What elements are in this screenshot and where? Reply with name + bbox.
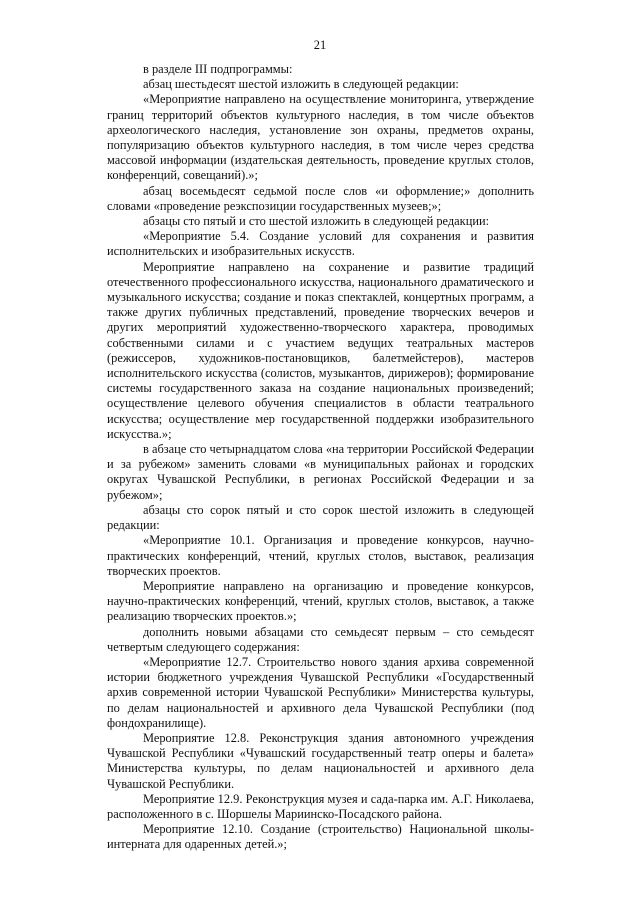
- paragraph: абзацы сто сорок пятый и сто сорок шестой изложить в следующей редакции:: [107, 502, 534, 533]
- document-body: [107, 62, 534, 853]
- paragraph: «Мероприятие 10.1. Организация и проведение конкурсов, научно-практических конференций, чтений, круглых столов, выставок, реализация творческих проектов.: [107, 533, 534, 578]
- paragraph: в разделе III подпрограммы:: [143, 62, 293, 76]
- page-number: 21: [313, 38, 327, 52]
- paragraph: Мероприятие направлено на сохранение и развитие традиций отечественного профессионального искусства, национального драматического и музыкального искусства; создание и показ спектаклей, концертных программ, а также других публичных представлений, проведение творческих вечеров и других мероприятий художественно-творческого характера, проводимых собственными силами и с участием ведущих театральных мастеров (режиссеров, художников-постановщиков, балетмейстеров), мастеров исполнительского искусства (солистов, музыкантов, дирижеров); формирование системы государственного заказа на создание национальных произведений; осуществление целевого обучения специалистов в области театрального искусства; осуществление мер государственной поддержки изобразительного искусства.»;: [107, 259, 534, 441]
- paragraph: «Мероприятие направлено на осуществление мониторинга, утверждение границ территорий объектов культурного наследия, в том числе объектов археологического наследия, установление зон охраны, предметов охраны, популяризацию объектов культурного наследия, в том числе через средства массовой информации (издательская деятельность, проведение круглых столов, конференций, совещаний).»;: [107, 92, 534, 183]
- paragraph: абзац восемьдесят седьмой после слов «и оформление;» дополнить словами «проведение реэкспозиции государственных музеев;»;: [107, 183, 534, 213]
- paragraph: в абзаце сто четырнадцатом слова «на территории Российской Федерации и за рубежом» заменить словами «в муниципальных районах и городских округах Чувашской Республики, в регионах Российской Федерации и за рубежом»;: [107, 442, 534, 502]
- paragraph: абзацы сто пятый и сто шестой изложить в следующей редакции:: [143, 214, 490, 229]
- paragraph: Мероприятие направлено на организацию и проведение конкурсов, научно-практических конференций, чтений, круглых столов, выставок, а также реализацию творческих проектов.»;: [107, 578, 534, 624]
- paragraph: «Мероприятие 5.4. Создание условий для сохранения и развития исполнительских и изобразительных искусств.: [107, 229, 534, 259]
- paragraph: абзац шестьдесят шестой изложить в следующей редакции:: [143, 77, 459, 92]
- paragraph: «Мероприятие 12.7. Строительство нового здания архива современной истории бюджетного учреждения Чувашской Республики «Государственный архив современной истории Чувашской Республики» Министерства культуры, по делам национальностей и архивного дела Чувашской Республики (под фондохранилище).: [107, 654, 534, 730]
- paragraph: Мероприятие 12.8. Реконструкция здания автономного учреждения Чувашской Республики «Чувашский государственный театр оперы и балета» Министерства культуры, по делам национальностей и архивного дела Чувашской Республики.: [107, 730, 534, 791]
- paragraph: дополнить новыми абзацами сто семьдесят первым – сто семьдесят четвертым следующего содержания:: [107, 624, 534, 654]
- paragraph: Мероприятие 12.9. Реконструкция музея и сада-парка им. А.Г. Николаева, расположенного в с. Шоршелы Мариинско-Посадского района.: [107, 791, 534, 821]
- paragraph: Мероприятие 12.10. Создание (строительство) Национальной школы-интерната для одаренных детей.»;: [107, 822, 534, 852]
